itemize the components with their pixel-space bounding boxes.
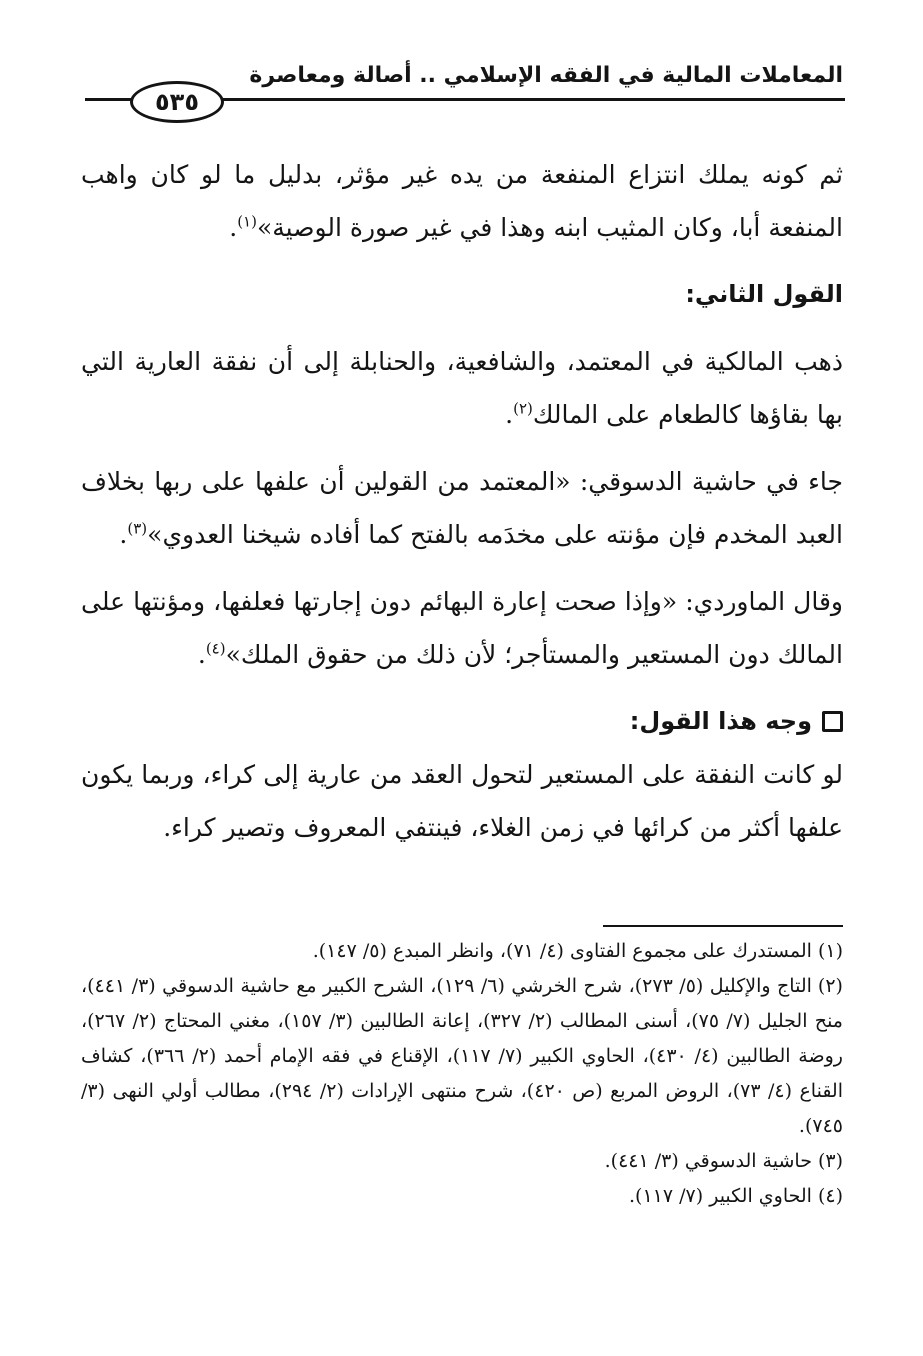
footnote-number: (٤) (817, 1185, 843, 1207)
paragraph-1 (81, 148, 843, 254)
footnote-ref-4[interactable]: (٤) (205, 639, 226, 658)
section-heading-rationale (81, 695, 843, 748)
paragraph-3-end: . (119, 520, 128, 549)
paragraph-1-end: . (229, 213, 238, 242)
section-heading-second-opinion: القول الثاني: (685, 280, 843, 308)
main-text (81, 148, 843, 854)
footnote-ref-2[interactable]: (٢) (513, 399, 533, 418)
paragraph-1-text: ثم كونه يملك انتزاع المنفعة من يده غير مؤثر، بدليل ما لو كان واهب المنفعة أبا، وكان المثيب ابنه وهذا في غير صورة الوصية» (81, 160, 843, 242)
section-heading-rationale-text: وجه هذا القول: (629, 707, 812, 735)
page-number-badge: ٥٣٥ (130, 81, 224, 123)
footnote-number: (١) (817, 940, 843, 962)
paragraph-2 (81, 335, 843, 441)
footnote-text: المستدرك على مجموع الفتاوى (٤/ ٧١)، وانظر المبدع (٥/ ١٤٧). (312, 940, 812, 962)
footnote-ref-3[interactable]: (٣) (127, 519, 148, 538)
paragraph-3-text: جاء في حاشية الدسوقي: «المعتمد من القولين أن علفها على ربها بخلاف العبد المخدم فإن مؤنته على مخدَمه بالفتح كما أفاده شيخنا العدوي» (81, 467, 843, 549)
paragraph-4 (81, 575, 843, 681)
paragraph-2-end: . (505, 400, 514, 429)
footnote-ref-1[interactable]: (١) (237, 212, 257, 231)
footnote-text: حاشية الدسوقي (٣/ ٤٤١). (604, 1150, 812, 1172)
footnote-1 (81, 934, 843, 969)
footnotes (81, 934, 843, 1214)
footnote-text: الحاوي الكبير (٧/ ١١٧). (629, 1185, 812, 1207)
footnote-number: (٣) (817, 1150, 843, 1172)
square-bullet-icon (822, 711, 843, 732)
footnote-text: التاج والإكليل (٥/ ٢٧٣)، شرح الخرشي (٦/ ١٢٩)، الشرح الكبير مع حاشية الدسوقي (٣/ ٤٤١)، منح الجليل (٧/ ٧٥)، أسنى المطالب (٢/ ٣٢٧)، إعانة الطالبين (٣/ ١٥٧)، مغني المحتاج (٢/ ٢٦٧)، روضة الطالبين (٤/ ٤٣٠)، الحاوي الكبير (٧/ ١١٧)، الإقناع في فقه الإمام أحمد (٢/ ٣٦٦)، كشاف القناع (٤/ ٧٣)، الروض المربع (ص ٤٢٠)، شرح منتهى الإرادات (٢/ ٢٩٤)، مطالب أولي النهى (٣/ ٧٤٥). (81, 975, 844, 1137)
footnote-divider (603, 925, 843, 927)
paragraph-3 (81, 455, 843, 561)
paragraph-4-end: . (197, 640, 206, 669)
footnote-3 (81, 1144, 843, 1179)
running-header-title: المعاملات المالية في الفقه الإسلامي .. أصالة ومعاصرة (249, 63, 843, 88)
footnote-2 (81, 969, 843, 1144)
paragraph-4-text: وقال الماوردي: «وإذا صحت إعارة البهائم دون إجارتها فعلفها، ومؤنتها على المالك دون المستعير والمستأجر؛ لأن ذلك من حقوق الملك» (81, 587, 843, 669)
paragraph-5: لو كانت النفقة على المستعير لتحول العقد من عارية إلى كراء، وربما يكون علفها أكثر من كرائها في زمن الغلاء، فينتفي المعروف وتصير كراء. (81, 760, 843, 842)
footnote-4 (81, 1179, 843, 1214)
footnote-number: (٢) (817, 975, 843, 997)
paragraph-2-text: ذهب المالكية في المعتمد، والشافعية، والحنابلة إلى أن نفقة العارية التي بها بقاؤها كالطعام على المالك (81, 347, 843, 429)
